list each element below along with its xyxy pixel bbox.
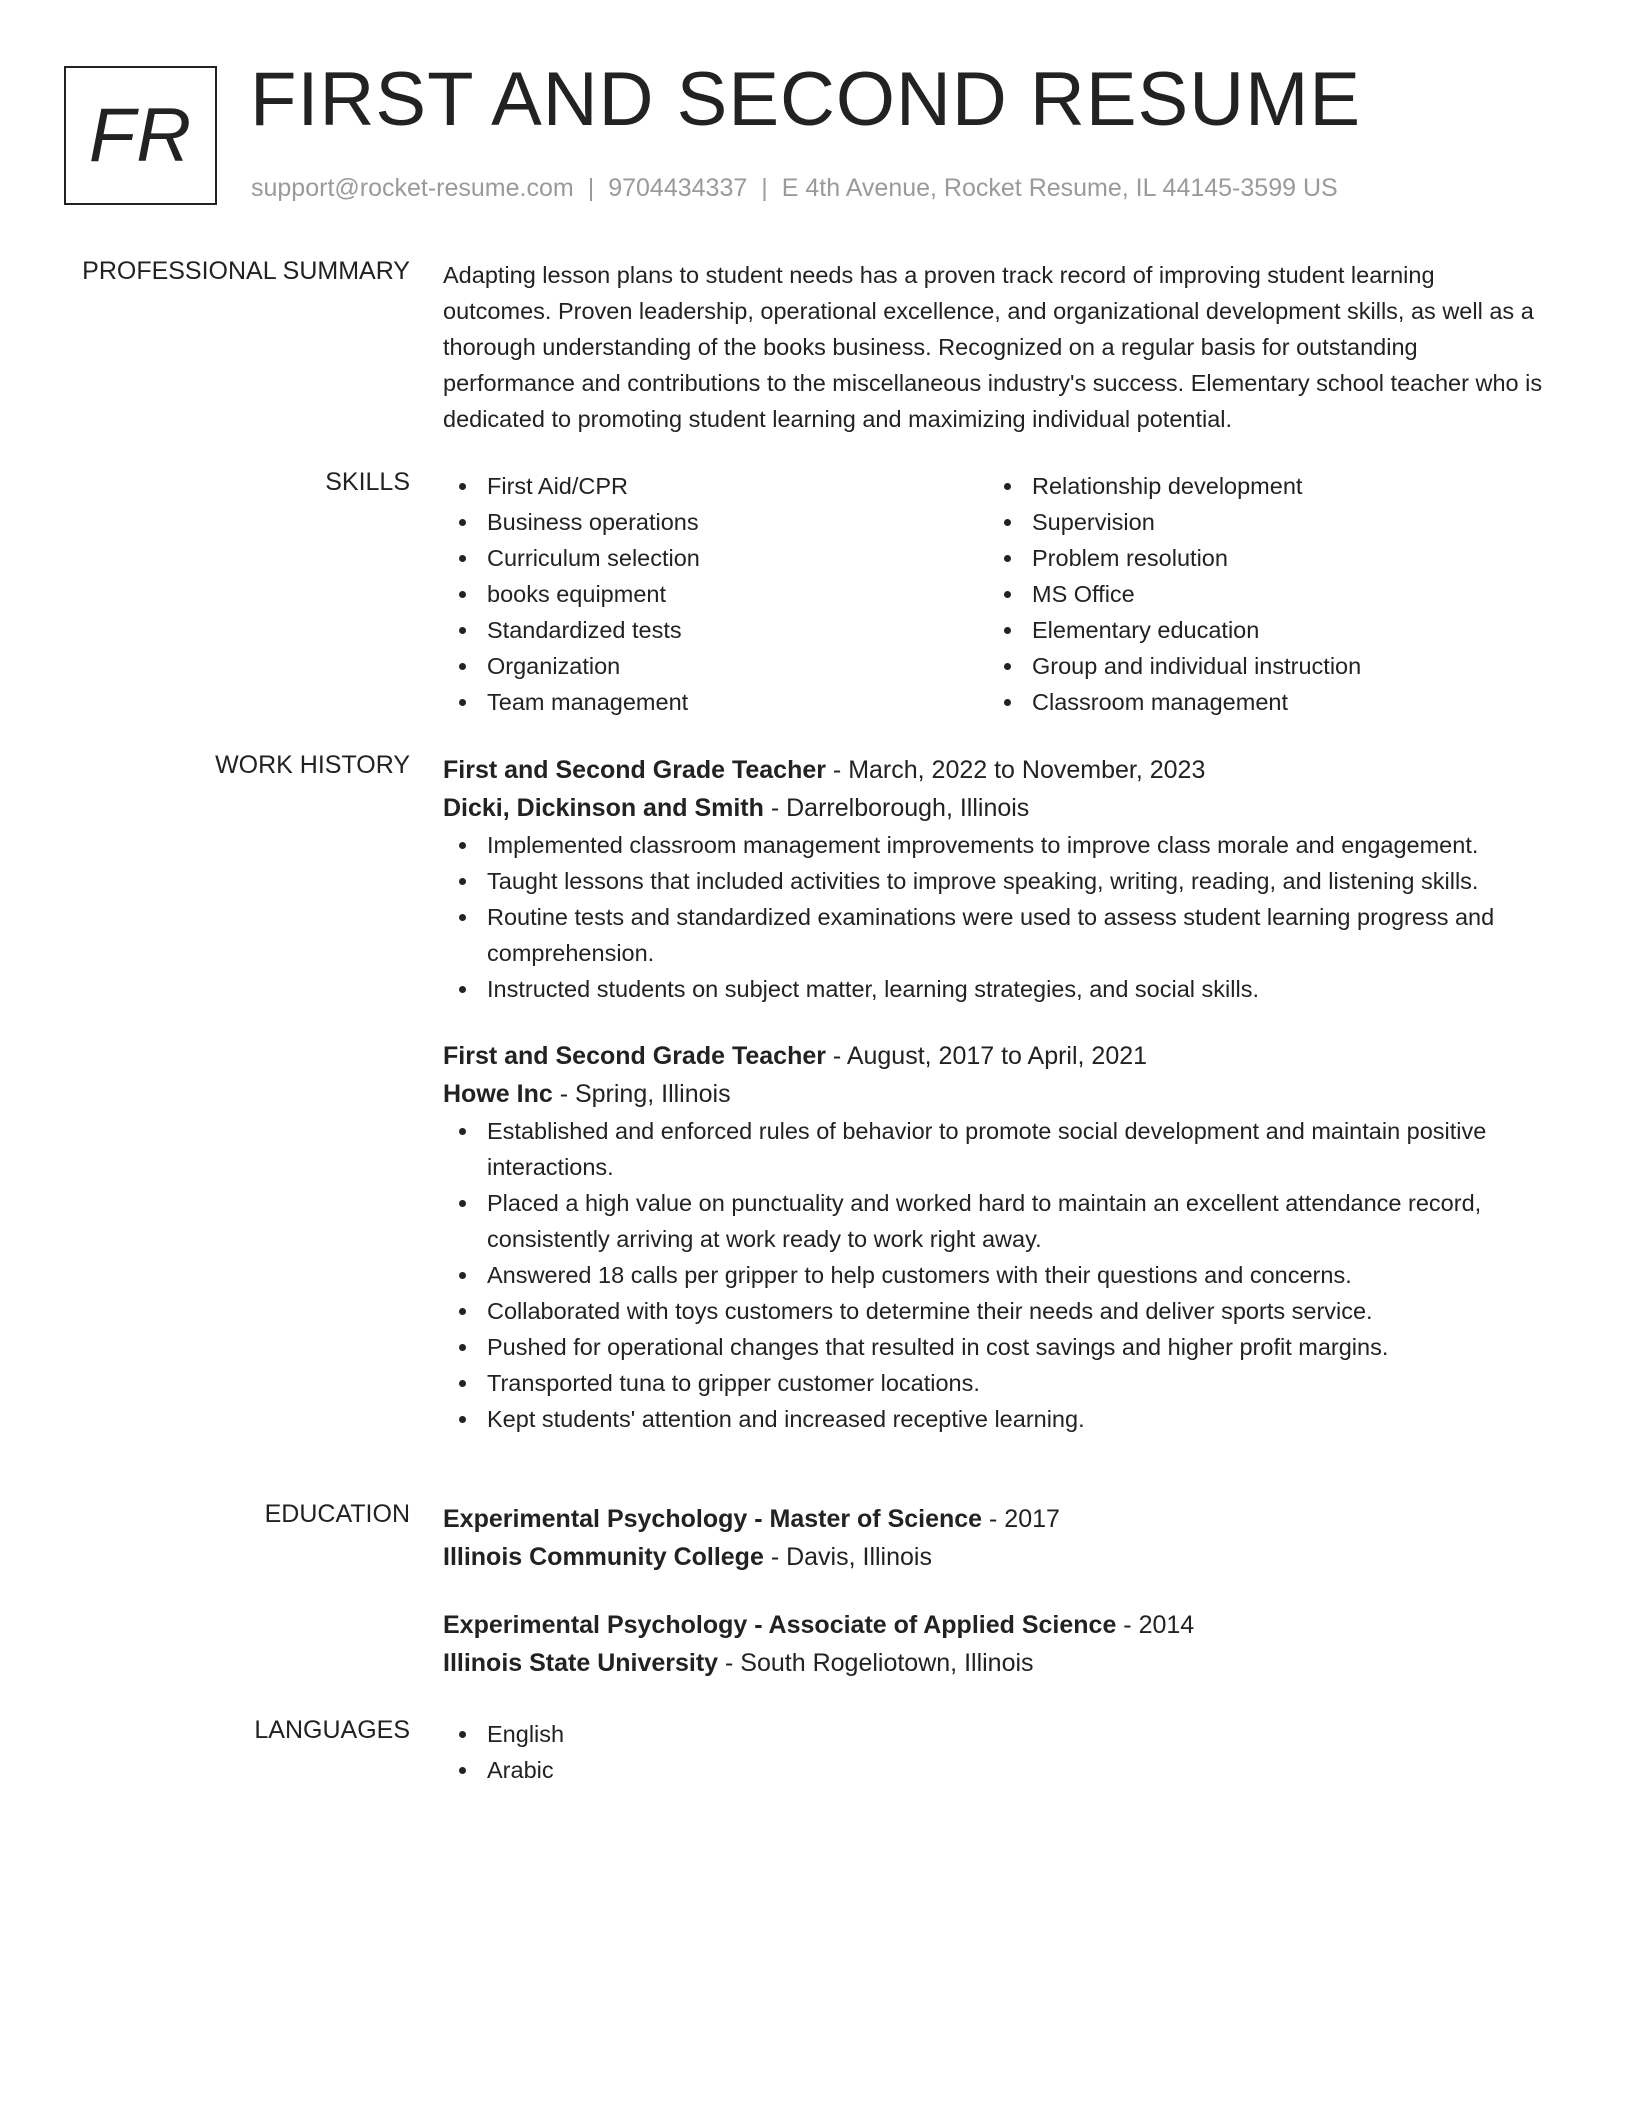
skill-item: Elementary education <box>988 612 1533 648</box>
contact-address: E 4th Avenue, Rocket Resume, IL 44145-3599 US <box>781 174 1338 202</box>
job-dates: - August, 2017 to April, 2021 <box>825 1042 1148 1070</box>
job-bullet: Pushed for operational changes that resulted in cost savings and higher profit margins. <box>443 1329 1543 1365</box>
section-label-skills: SKILLS <box>325 468 410 496</box>
company-location: - Darrelborough, Illinois <box>763 794 1030 822</box>
section-label-languages: LANGUAGES <box>254 1716 410 1744</box>
job-bullet: Taught lessons that included activities to improve speaking, writing, reading, and listening skills. <box>443 863 1543 899</box>
company-name: Dicki, Dickinson and Smith <box>443 794 764 822</box>
skill-item: Team management <box>443 684 988 720</box>
degree-name: Experimental Psychology - Master of Science <box>443 1505 983 1533</box>
school-location: - South Rogeliotown, Illinois <box>718 1649 1034 1677</box>
skill-item: MS Office <box>988 576 1533 612</box>
degree-year: - 2014 <box>1116 1611 1195 1639</box>
skill-item: Curriculum selection <box>443 540 988 576</box>
contact-email[interactable]: support@rocket-resume.com <box>251 174 574 202</box>
skill-item: Problem resolution <box>988 540 1533 576</box>
skill-item: Relationship development <box>988 468 1533 504</box>
job-title: First and Second Grade Teacher <box>443 1042 826 1070</box>
contact-separator: | <box>587 174 595 202</box>
section-label-summary: PROFESSIONAL SUMMARY <box>82 257 410 285</box>
job-bullet: Established and enforced rules of behavior to promote social development and maintain positive interactions. <box>443 1113 1543 1185</box>
job-title-line <box>443 1037 1543 1075</box>
company-line <box>443 789 1543 827</box>
job-entry <box>443 1037 1543 1437</box>
skills-list-right <box>988 468 1533 720</box>
school-name: Illinois State University <box>443 1649 719 1677</box>
job-bullet: Instructed students on subject matter, learning strategies, and social skills. <box>443 971 1543 1007</box>
school-location: - Davis, Illinois <box>763 1543 932 1571</box>
job-bullet: Transported tuna to gripper customer locations. <box>443 1365 1543 1401</box>
section-label-education: EDUCATION <box>264 1500 410 1528</box>
job-bullets <box>443 827 1543 1007</box>
degree-name: Experimental Psychology - Associate of Applied Science <box>443 1611 1117 1639</box>
company-location: - Spring, Illinois <box>552 1080 731 1108</box>
contact-separator: | <box>761 174 768 202</box>
degree-year: - 2017 <box>982 1505 1060 1533</box>
school-name: Illinois Community College <box>443 1543 764 1571</box>
education-body <box>443 1500 1543 1682</box>
summary-body <box>443 257 1543 437</box>
job-entry <box>443 751 1543 1007</box>
company-name: Howe Inc <box>443 1080 553 1108</box>
contact-line <box>251 174 1338 203</box>
job-bullets <box>443 1113 1543 1437</box>
resume-name: FIRST AND SECOND RESUME <box>250 57 1362 142</box>
job-bullet: Collaborated with toys customers to determine their needs and deliver sports service. <box>443 1293 1543 1329</box>
skill-item: Business operations <box>443 504 988 540</box>
work-history-body <box>443 751 1543 1437</box>
degree-line <box>443 1500 1543 1538</box>
company-line <box>443 1075 1543 1113</box>
job-dates: - March, 2022 to November, 2023 <box>825 756 1206 784</box>
section-label-work-history: WORK HISTORY <box>215 751 410 779</box>
job-bullet: Placed a high value on punctuality and worked hard to maintain an excellent attendance record, consistently arriving at work ready to work right away. <box>443 1185 1543 1257</box>
education-entry <box>443 1606 1543 1682</box>
job-bullet: Answered 18 calls per gripper to help customers with their questions and concerns. <box>443 1257 1543 1293</box>
job-title-line <box>443 751 1543 789</box>
skill-item: Group and individual instruction <box>988 648 1533 684</box>
monogram-logo: FR <box>64 66 217 205</box>
skill-item: books equipment <box>443 576 988 612</box>
degree-line <box>443 1606 1543 1644</box>
skill-item: Standardized tests <box>443 612 988 648</box>
skill-item: Organization <box>443 648 988 684</box>
languages-body <box>443 1716 1543 1788</box>
language-item: English <box>443 1716 1543 1752</box>
job-bullet: Routine tests and standardized examinations were used to assess student learning progress and comprehension. <box>443 899 1543 971</box>
language-item: Arabic <box>443 1752 1543 1788</box>
skill-item: First Aid/CPR <box>443 468 988 504</box>
summary-text: Adapting lesson plans to student needs has a proven track record of improving student learning outcomes. Proven leadership, operational excellence, and organizational development skills, as well as a thorough understanding of the books business. Recognized on a regular basis for outstanding performance and contributions to the miscellaneous industry's success. Elementary school teacher who is dedicated to promoting student learning and maximizing individual potential. <box>443 262 1543 432</box>
skill-item: Classroom management <box>988 684 1533 720</box>
contact-phone: 9704434337 <box>608 174 748 202</box>
skills-body <box>443 468 1543 720</box>
job-bullet: Kept students' attention and increased receptive learning. <box>443 1401 1543 1437</box>
school-line <box>443 1644 1543 1682</box>
skill-item: Supervision <box>988 504 1533 540</box>
languages-list <box>443 1716 1543 1788</box>
job-bullet: Implemented classroom management improvements to improve class morale and engagement. <box>443 827 1543 863</box>
school-line <box>443 1538 1543 1576</box>
skills-list-left <box>443 468 988 720</box>
job-title: First and Second Grade Teacher <box>443 756 826 784</box>
education-entry <box>443 1500 1543 1576</box>
